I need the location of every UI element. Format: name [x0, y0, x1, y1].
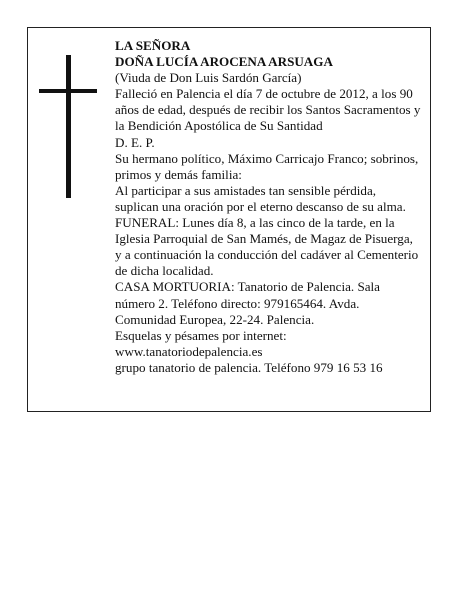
notice-title: LA SEÑORA: [115, 38, 191, 53]
obituary-notice: [27, 27, 431, 412]
widow-of: (Viuda de Don Luis Sardón García): [115, 70, 302, 86]
cross-vertical-bar: [66, 55, 71, 198]
mortuary-info: CASA MORTUORIA: Tanatorio de Palencia. Sala número 2. Teléfono directo: 979165464. Avda. Comunidad Europea, 22-24. Palencia.: [115, 279, 380, 327]
notice-text: [115, 38, 421, 376]
online-label: Esquelas y pésames por internet:: [115, 327, 287, 343]
website-link: www.tanatoriodepalencia.es: [115, 343, 263, 359]
request-text: Al participar a sus amistades tan sensible pérdida, suplican una oración por el eterno descanso de su alma.: [115, 182, 406, 214]
funeral-info: FUNERAL: Lunes día 8, a las cinco de la tarde, en la Iglesia Parroquial de San Mamés, de Magaz de Pisuerga, y a continuación la conducción del cadáver al Cementerio de dicha localidad.: [115, 215, 419, 279]
death-info: Falleció en Palencia el día 7 de octubre de 2012, a los 90 años de edad, después de recibir los Santos Sacramentos y la Bendición Apostólica de Su Santidad: [115, 86, 421, 134]
rip-text: D. E. P.: [115, 134, 155, 150]
family-text: Su hermano político, Máximo Carricajo Franco; sobrinos, primos y demás familia:: [115, 150, 419, 182]
contact-info: grupo tanatorio de palencia. Teléfono 979 16 53 16: [115, 359, 383, 375]
deceased-name: DOÑA LUCÍA AROCENA ARSUAGA: [115, 54, 333, 70]
cross-horizontal-bar: [39, 89, 97, 93]
